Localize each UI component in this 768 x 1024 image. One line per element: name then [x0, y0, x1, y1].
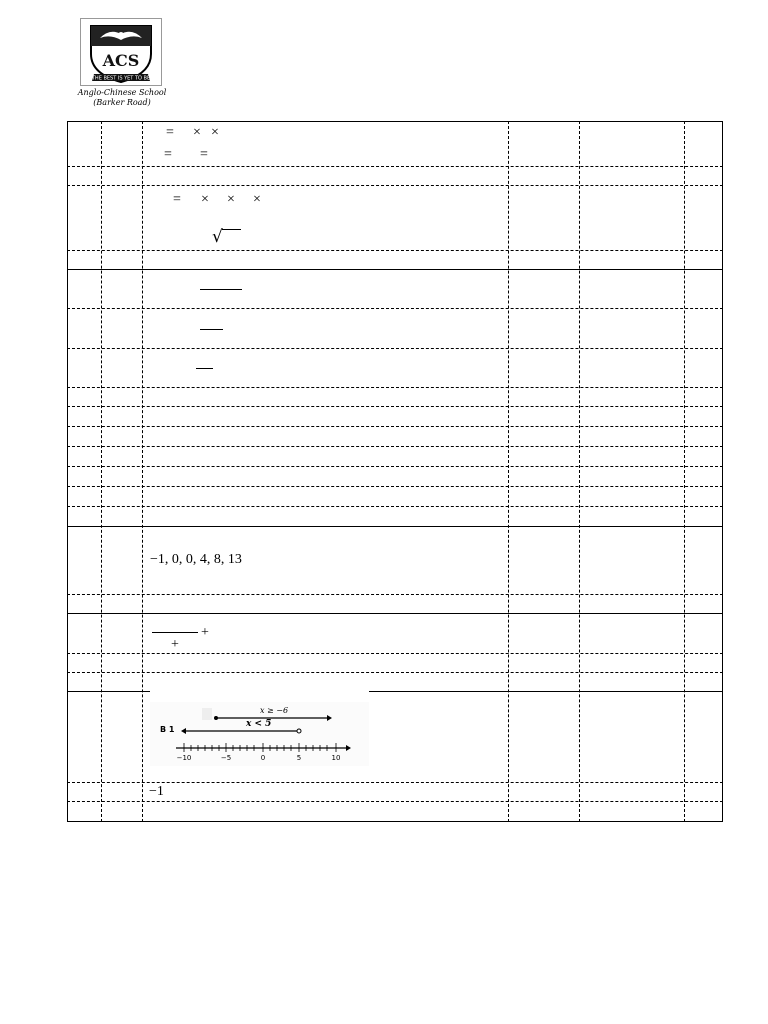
tick-label: 5 — [296, 754, 302, 762]
school-crest — [80, 18, 162, 86]
crest-monogram: ACS — [102, 51, 140, 70]
row-divider — [67, 653, 723, 654]
crest-motto: THE BEST IS YET TO BE — [91, 75, 151, 82]
row-divider — [67, 506, 723, 507]
row-divider — [67, 672, 723, 673]
number-line-diagram — [150, 702, 369, 766]
row-divider — [67, 348, 723, 349]
times-sign: × — [193, 125, 201, 140]
ordered-values: −1, 0, 0, 4, 8, 13 — [150, 552, 242, 567]
school-branch: (Barker Road) — [93, 98, 151, 107]
row-divider — [67, 801, 723, 802]
plus-sign: + — [201, 625, 209, 640]
row-divider — [67, 426, 723, 427]
times-sign: × — [227, 192, 235, 207]
column-divider — [684, 121, 685, 822]
row-divider — [67, 166, 723, 167]
column-divider — [101, 121, 102, 822]
row-divider — [67, 446, 723, 447]
fraction-bar — [152, 632, 198, 633]
tick-label: 10 — [331, 754, 341, 762]
tick-label: −5 — [220, 754, 232, 762]
plus-sign: + — [171, 637, 179, 652]
image-edge — [150, 689, 369, 693]
row-divider — [67, 466, 723, 467]
equals-sign: = — [173, 192, 181, 207]
row-divider — [67, 594, 723, 595]
equals-sign: = — [166, 125, 174, 140]
column-divider — [142, 121, 143, 822]
tick-label: 0 — [260, 754, 266, 762]
tick-label: −10 — [176, 754, 192, 762]
equals-sign: = — [200, 147, 208, 162]
equals-sign: = — [164, 147, 172, 162]
row-divider — [67, 269, 723, 270]
square-root-bar — [222, 229, 241, 230]
column-divider — [579, 121, 580, 822]
row-divider — [67, 486, 723, 487]
mark-label: B 1 — [160, 725, 175, 734]
times-sign: × — [211, 125, 219, 140]
upper-inequality-label: x ≥ −6 — [260, 706, 289, 715]
row-divider — [67, 613, 723, 614]
row-divider — [67, 250, 723, 251]
times-sign: × — [253, 192, 261, 207]
fraction-bar — [196, 368, 213, 369]
row-divider — [67, 406, 723, 407]
square-root-sign: √ — [212, 227, 223, 247]
column-divider — [508, 121, 509, 822]
row-divider — [67, 526, 723, 527]
school-name: Anglo-Chinese School — [77, 88, 167, 97]
row-divider — [67, 782, 723, 783]
row-divider — [67, 387, 723, 388]
lower-inequality-label: x < 5 — [246, 719, 272, 729]
fraction-bar — [200, 289, 242, 290]
row-divider — [67, 185, 723, 186]
times-sign: × — [201, 192, 209, 207]
row-divider — [67, 308, 723, 309]
fraction-bar — [200, 329, 223, 330]
answer-value: −1 — [149, 784, 164, 799]
